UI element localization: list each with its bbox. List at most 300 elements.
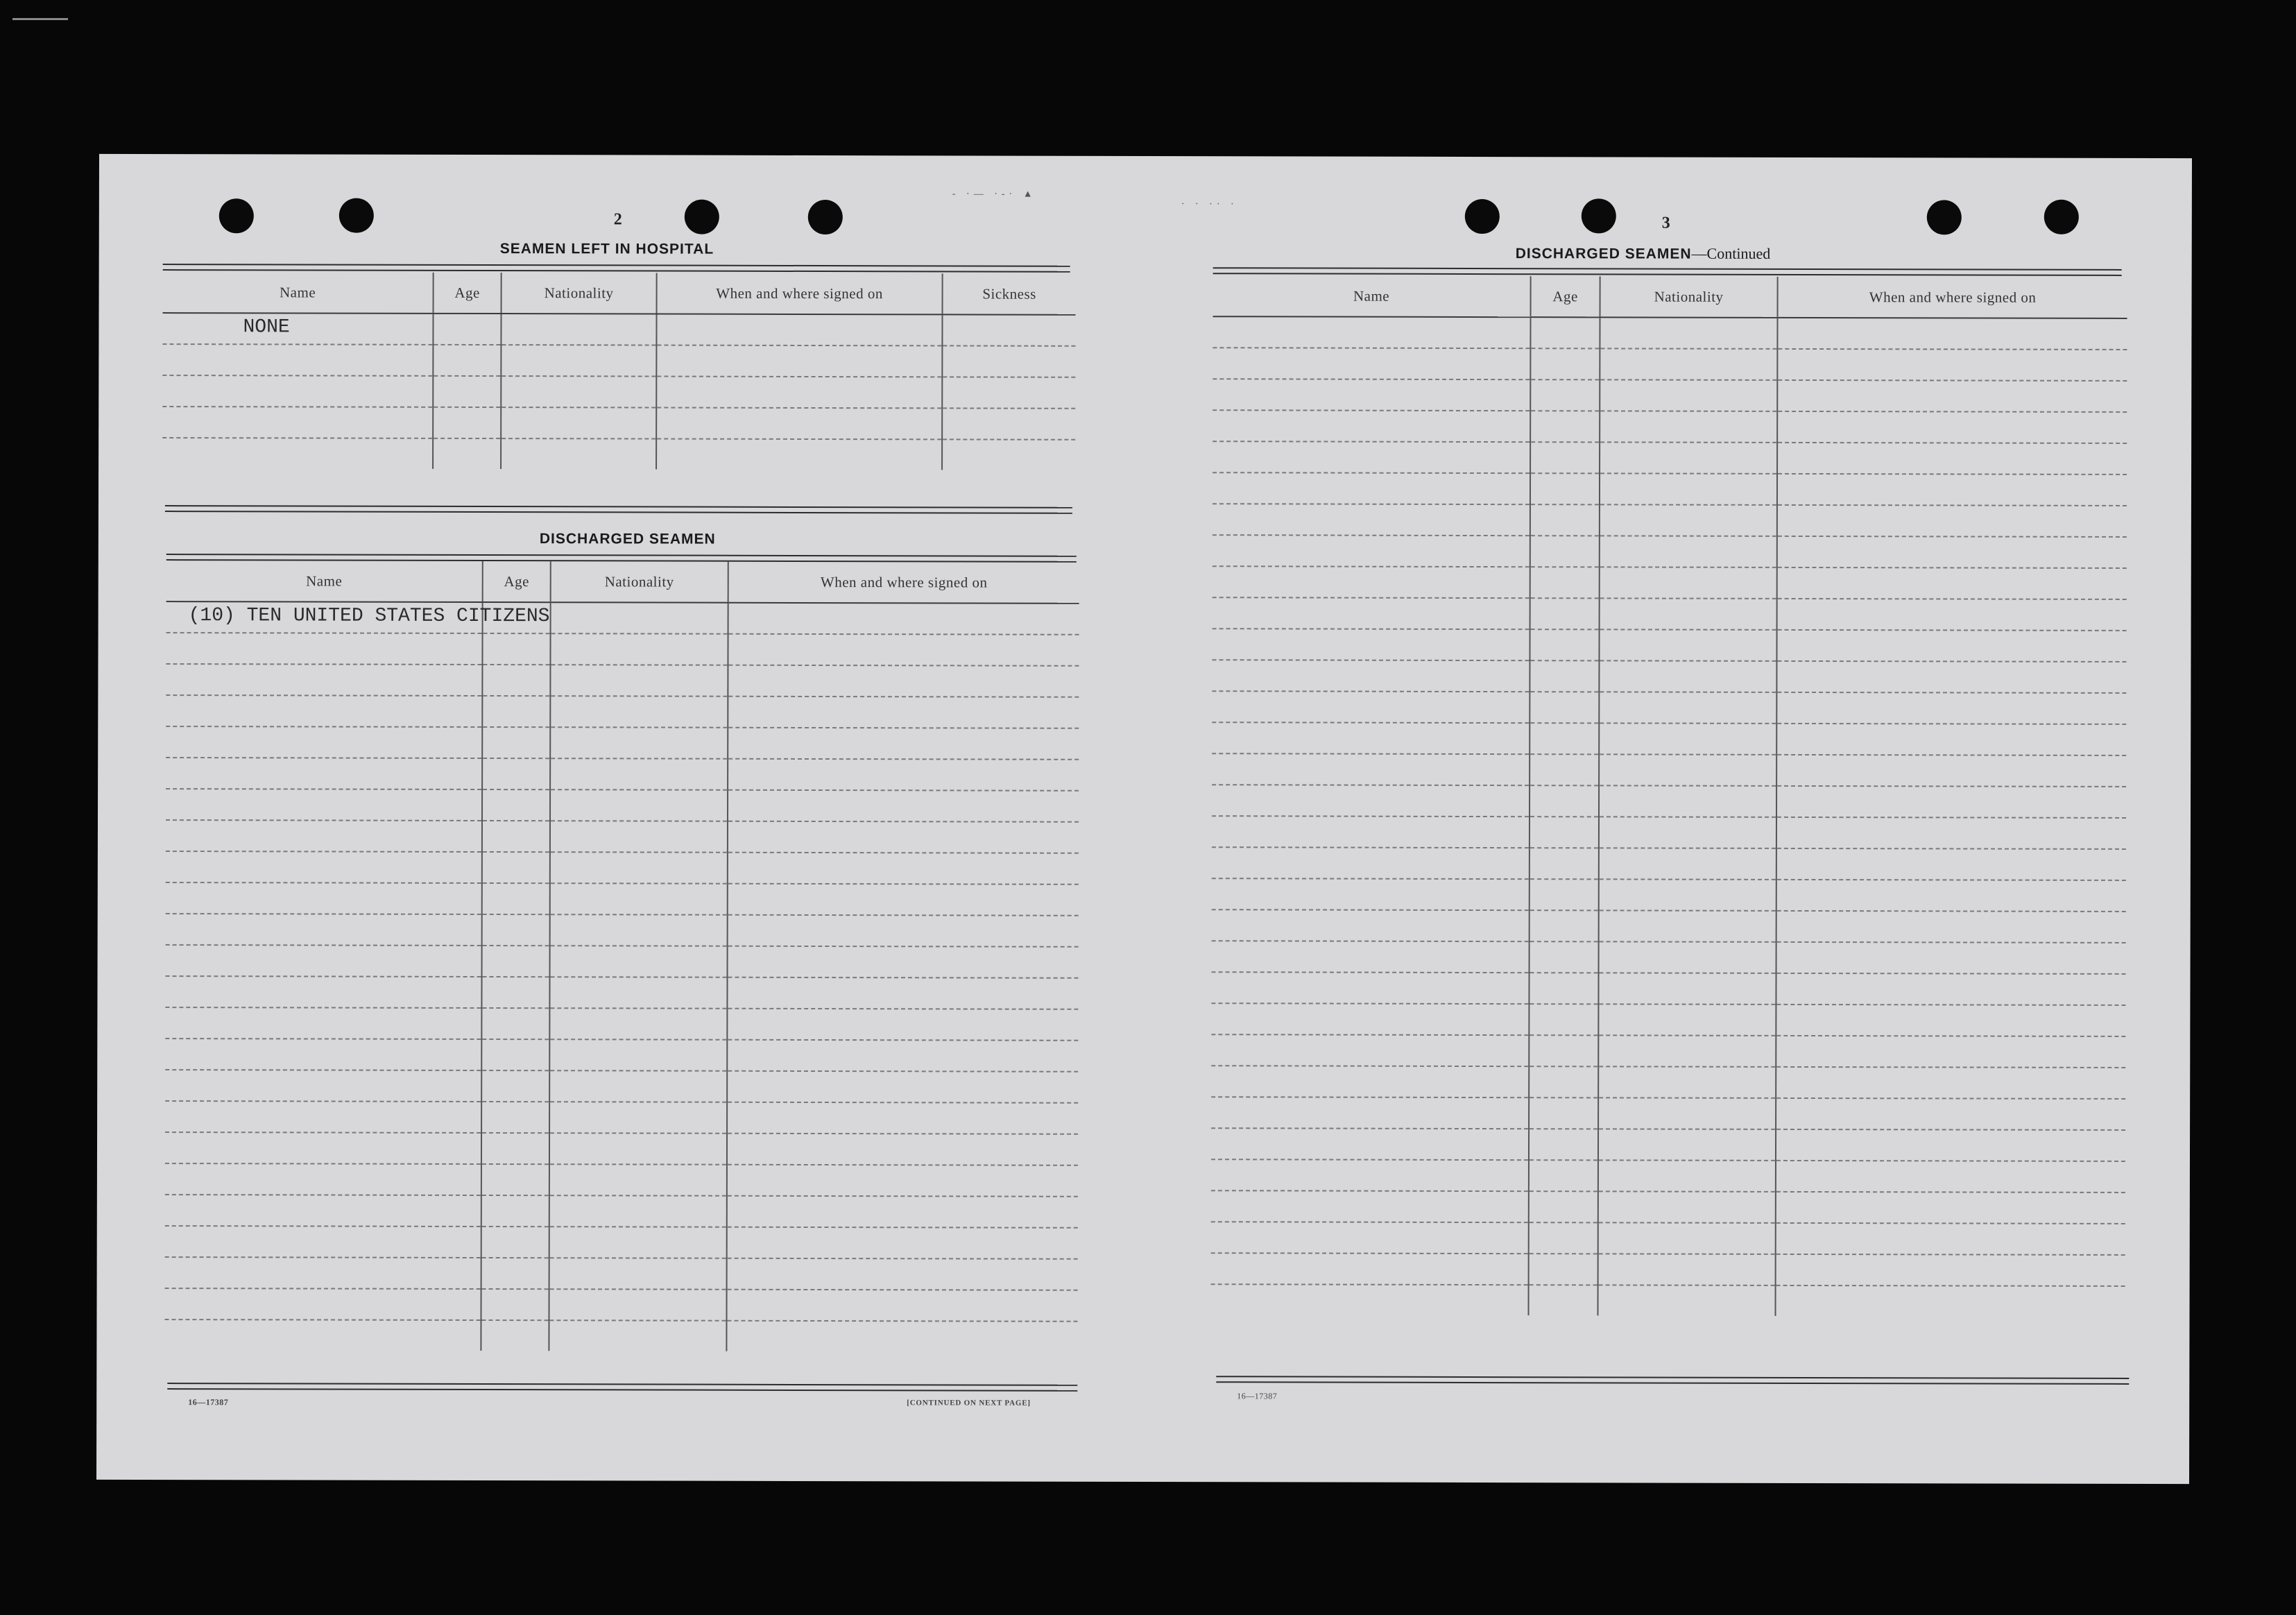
- table-cell: [1599, 848, 1776, 880]
- table-cell: [433, 314, 501, 345]
- table-cell: [164, 1288, 481, 1320]
- table-cell: [165, 1007, 481, 1039]
- table-cell: [549, 977, 727, 1009]
- ink-smudge: · · ·· ·: [1181, 199, 1238, 210]
- table-header-row: [163, 272, 1076, 315]
- table-cell: [481, 1164, 549, 1195]
- table-row: [164, 1288, 1077, 1322]
- table-row: [162, 438, 1075, 470]
- table-row: [165, 1070, 1078, 1103]
- table-row: [165, 1007, 1078, 1041]
- table-cell: [1776, 755, 2126, 787]
- table-cell: [1529, 1285, 1598, 1315]
- table-cell: [942, 345, 1075, 377]
- table-cell: [1599, 941, 1776, 973]
- table-cell: [1600, 348, 1777, 380]
- table-cell: [166, 914, 482, 946]
- hospital-table: [162, 272, 1076, 470]
- table-cell: [482, 727, 550, 758]
- table-cell: [550, 633, 728, 665]
- table-cell: [1776, 911, 2126, 943]
- table-cell: [727, 1227, 1078, 1259]
- table-row: [1211, 1253, 2125, 1286]
- table-cell: [1777, 599, 2127, 631]
- table-cell: [1598, 1191, 1776, 1223]
- discharged-table: [164, 561, 1079, 1352]
- table-cell: [1212, 909, 1530, 941]
- table-cell: [1776, 1254, 2125, 1286]
- table-row: [162, 375, 1075, 409]
- table-cell: [433, 438, 501, 469]
- table-cell: [1529, 1004, 1598, 1035]
- table-cell: [166, 664, 482, 696]
- table-cell: [1598, 1004, 1776, 1036]
- table-cell: [1530, 473, 1600, 504]
- table-cell: [727, 1134, 1078, 1165]
- table-cell: [481, 977, 549, 1008]
- table-row: [1211, 1159, 2125, 1193]
- table-cell: [1777, 536, 2127, 568]
- table-cell: [482, 914, 550, 946]
- table-cell: [727, 1102, 1078, 1134]
- table-row: [165, 1132, 1078, 1165]
- name-cell: [166, 601, 550, 633]
- table-cell: [1530, 567, 1600, 598]
- table-row: [1212, 691, 2126, 724]
- double-rule: [1216, 1376, 2129, 1385]
- table-row: [166, 945, 1079, 978]
- table-cell: [1599, 629, 1776, 661]
- table-cell: [551, 602, 728, 634]
- table-cell: [481, 1227, 549, 1258]
- table-row: [1211, 1097, 2125, 1130]
- table-cell: [1599, 910, 1776, 942]
- table-row: [1211, 1034, 2125, 1068]
- table-cell: [1530, 411, 1600, 442]
- table-row: [1213, 316, 2127, 350]
- table-cell: [165, 1039, 481, 1070]
- table-row: [166, 882, 1079, 916]
- table-cell: [1211, 1253, 1529, 1285]
- table-cell: [1213, 316, 1530, 348]
- table-cell: [1529, 1254, 1598, 1285]
- table-row: [1213, 410, 2127, 443]
- table-cell: [1530, 910, 1599, 941]
- punch-hole: [685, 200, 719, 234]
- table-cell: [1211, 1222, 1529, 1254]
- table-cell: [1600, 379, 1777, 411]
- table-cell: [1600, 504, 1777, 536]
- table-cell: [501, 345, 656, 376]
- table-cell: [1776, 973, 2125, 1005]
- table-cell: [1777, 318, 2127, 350]
- table-cell: [501, 438, 656, 469]
- table-row: [1213, 472, 2127, 506]
- table-row: [166, 601, 1079, 635]
- continued-note: [CONTINUED ON NEXT PAGE]: [907, 1399, 1031, 1408]
- table-cell: [1598, 1066, 1776, 1098]
- table-row: [165, 1226, 1078, 1259]
- table-cell: [549, 1227, 727, 1258]
- double-rule: [163, 264, 1070, 273]
- table-row: [1213, 504, 2127, 537]
- table-cell: [549, 1289, 726, 1321]
- table-cell: [1213, 348, 1530, 379]
- table-cell: [728, 759, 1079, 791]
- table-cell: [1777, 349, 2127, 381]
- table-cell: [549, 1164, 727, 1196]
- table-cell: [1599, 879, 1776, 911]
- table-cell: [1776, 1129, 2125, 1161]
- table-cell: [162, 344, 433, 376]
- table-cell: [1212, 660, 1530, 692]
- table-cell: [728, 946, 1079, 978]
- table-cell: [1212, 941, 1530, 973]
- table-cell: [1211, 1284, 1529, 1315]
- table-row: [1213, 535, 2127, 568]
- table-cell: [942, 314, 1075, 345]
- table-row: [166, 851, 1079, 885]
- table-cell: [1213, 597, 1530, 629]
- table-cell: [1211, 1066, 1529, 1097]
- table-cell: [165, 976, 481, 1008]
- table-cell: [550, 946, 728, 977]
- table-cell: [1213, 535, 1530, 567]
- table-cell: [481, 1320, 549, 1351]
- table-cell: [1213, 441, 1530, 473]
- table-row: [166, 726, 1079, 760]
- table-cell: [481, 1133, 549, 1164]
- table-cell: [1777, 411, 2127, 443]
- table-row: [1212, 629, 2126, 662]
- table-cell: [728, 915, 1079, 947]
- column-header: Name: [163, 272, 434, 314]
- column-header: When and where signed on: [728, 562, 1079, 604]
- punch-hole: [339, 198, 374, 233]
- table-row: [1212, 909, 2126, 943]
- table-cell: [1599, 692, 1776, 724]
- table-row: [164, 1319, 1077, 1352]
- table-cell: [1211, 1190, 1529, 1222]
- table-cell: [1529, 1129, 1598, 1160]
- table-cell: [549, 1008, 727, 1040]
- table-row: [165, 1039, 1078, 1072]
- section-title-hospital: SEAMEN LEFT IN HOSPITAL: [499, 241, 714, 257]
- table-row: [1211, 1003, 2125, 1036]
- table-cell: [501, 407, 656, 438]
- table-cell: [1598, 1129, 1776, 1161]
- table-cell: [1776, 630, 2126, 662]
- table-cell: [1212, 847, 1530, 879]
- table-cell: [1529, 1097, 1598, 1129]
- table-cell: [1600, 598, 1777, 630]
- table-cell: [1776, 1192, 2125, 1224]
- table-row: [162, 344, 1075, 377]
- table-cell: [549, 1070, 727, 1102]
- table-cell: [728, 603, 1079, 635]
- table-cell: [481, 1289, 549, 1320]
- table-cell: [1600, 317, 1777, 349]
- table-cell: [1213, 410, 1530, 442]
- table-cell: [1529, 1160, 1598, 1191]
- table-cell: [1598, 973, 1776, 1005]
- table-cell: [1598, 1254, 1776, 1285]
- table-row: [165, 1163, 1078, 1197]
- table-cell: [1599, 660, 1776, 692]
- table-cell: [1776, 724, 2126, 755]
- table-cell: [1599, 754, 1776, 786]
- column-header: Sickness: [943, 273, 1076, 314]
- table-cell: [501, 314, 656, 345]
- table-cell: [1529, 1191, 1598, 1222]
- table-cell: [1211, 1159, 1529, 1191]
- punch-hole: [1582, 198, 1616, 233]
- column-header: Nationality: [502, 273, 657, 314]
- table-cell: [165, 1257, 481, 1289]
- table-row: [1213, 348, 2127, 381]
- table-cell: [166, 945, 482, 977]
- title-suffix: —Continued: [1691, 244, 1771, 262]
- table-row: [162, 407, 1075, 440]
- punch-hole: [808, 200, 843, 234]
- table-cell: [1212, 816, 1530, 848]
- table-cell: [162, 438, 433, 469]
- table-cell: [166, 882, 482, 914]
- table-cell: [726, 1321, 1077, 1352]
- table-cell: [550, 821, 728, 853]
- column-header: When and where signed on: [1778, 277, 2127, 318]
- double-rule: [1213, 267, 2122, 276]
- document-sheet: [96, 154, 2192, 1484]
- column-header: Age: [1531, 276, 1600, 317]
- table-cell: [165, 1163, 481, 1195]
- table-cell: [162, 407, 433, 438]
- table-cell: [1530, 692, 1599, 723]
- table-cell: [482, 789, 550, 821]
- table-cell: [1776, 661, 2126, 693]
- table-row: [1212, 785, 2126, 818]
- table-cell: [1212, 785, 1530, 817]
- discharged-entry: (10) TEN UNITED STATES CITIZENS: [188, 605, 550, 628]
- table-row: [1212, 722, 2126, 755]
- table-cell: [1776, 1005, 2125, 1036]
- table-cell: [728, 884, 1079, 916]
- table-row: [166, 664, 1079, 697]
- table-cell: [482, 696, 550, 727]
- table-row: [166, 695, 1079, 728]
- section-title-discharged: DISCHARGED SEAMEN: [539, 531, 716, 547]
- table-cell: [942, 408, 1075, 439]
- table-cell: [1598, 1035, 1776, 1067]
- table-header-row: [1213, 275, 2127, 318]
- table-cell: [1213, 504, 1530, 536]
- table-cell: [433, 376, 501, 407]
- table-row: [1212, 660, 2126, 693]
- table-cell: [1212, 878, 1530, 910]
- table-cell: [550, 883, 728, 915]
- table-cell: [728, 821, 1079, 853]
- table-cell: [433, 407, 501, 438]
- table-cell: [1599, 785, 1776, 817]
- table-cell: [728, 790, 1079, 822]
- table-cell: [728, 728, 1079, 760]
- table-cell: [482, 665, 550, 696]
- table-cell: [1530, 598, 1600, 629]
- double-rule: [167, 1383, 1077, 1392]
- table-cell: [1777, 505, 2127, 537]
- table-cell: [501, 376, 656, 407]
- table-cell: [1212, 753, 1530, 785]
- table-cell: [481, 1070, 549, 1102]
- table-cell: [1777, 443, 2127, 475]
- table-cell: [1530, 941, 1599, 973]
- table-row: [1212, 847, 2126, 880]
- table-cell: [1529, 1222, 1598, 1254]
- table-cell: [1530, 348, 1600, 379]
- table-cell: [166, 820, 482, 852]
- table-cell: [166, 758, 482, 789]
- table-cell: [550, 852, 728, 884]
- table-cell: [481, 1195, 549, 1227]
- table-cell: [1600, 442, 1777, 474]
- punch-hole: [1465, 199, 1500, 234]
- table-cell: [166, 633, 482, 665]
- table-cell: [728, 697, 1079, 728]
- table-row: [1211, 1222, 2125, 1255]
- table-row: [165, 1195, 1078, 1228]
- table-row: [165, 1101, 1078, 1134]
- table-cell: [481, 1008, 549, 1039]
- table-row: [1212, 878, 2126, 912]
- column-header: When and where signed on: [657, 273, 943, 315]
- table-cell: [656, 377, 942, 409]
- table-row: [1211, 1128, 2125, 1161]
- table-cell: [165, 1101, 481, 1133]
- table-row: [1211, 972, 2125, 1005]
- table-cell: [727, 977, 1078, 1009]
- table-cell: [1598, 1222, 1776, 1254]
- table-cell: [482, 946, 550, 977]
- title-main: DISCHARGED SEAMEN: [1515, 246, 1692, 262]
- table-cell: [1530, 785, 1599, 817]
- table-cell: [1211, 1097, 1529, 1129]
- table-cell: [1530, 317, 1600, 348]
- table-row: [166, 789, 1079, 822]
- table-cell: [1530, 660, 1599, 692]
- table-cell: [481, 1102, 549, 1133]
- ink-smudge: - ·— ·-· ▲: [952, 189, 1037, 200]
- table-cell: [727, 1196, 1078, 1228]
- table-cell: [1212, 629, 1530, 660]
- table-row: [1211, 1284, 2125, 1317]
- table-cell: [1211, 1128, 1529, 1160]
- table-row: [166, 820, 1079, 853]
- punch-hole: [1927, 200, 1962, 234]
- table-cell: [656, 439, 942, 470]
- table-cell: [726, 1290, 1077, 1322]
- table-cell: [550, 665, 728, 697]
- table-cell: [1530, 879, 1599, 910]
- table-cell: [1776, 1036, 2125, 1068]
- table-cell: [1776, 817, 2126, 849]
- table-cell: [1529, 973, 1598, 1004]
- table-cell: [656, 345, 942, 377]
- table-cell: [164, 1319, 481, 1351]
- page-number: 3: [1661, 214, 1670, 232]
- table-cell: [728, 853, 1079, 885]
- table-cell: [1530, 848, 1599, 879]
- table-row: [166, 633, 1079, 666]
- table-cell: [166, 726, 482, 758]
- table-cell: [482, 633, 550, 665]
- table-row: [1212, 753, 2126, 787]
- table-cell: [1776, 880, 2126, 912]
- table-cell: [1530, 379, 1600, 411]
- table-cell: [1776, 1161, 2125, 1193]
- table-cell: [549, 1133, 727, 1165]
- table-row: [1211, 1066, 2125, 1099]
- table-cell: [1530, 504, 1600, 536]
- table-cell: [1776, 848, 2126, 880]
- column-header: Age: [483, 561, 551, 602]
- table-cell: [549, 1258, 727, 1290]
- table-cell: [549, 1320, 726, 1351]
- table-cell: [656, 314, 942, 346]
- table-cell: [165, 1226, 481, 1258]
- page-number: 2: [613, 210, 622, 229]
- table-cell: [1529, 1066, 1598, 1097]
- table-cell: [165, 1132, 481, 1164]
- table-row: [166, 914, 1079, 947]
- table-cell: [942, 439, 1075, 470]
- table-row: [1213, 566, 2127, 599]
- table-row: [165, 1257, 1078, 1290]
- table-cell: [550, 914, 728, 946]
- table-cell: [550, 727, 728, 759]
- table-cell: [1600, 567, 1777, 599]
- table-cell: [1776, 786, 2126, 818]
- table-row: [1211, 1190, 2125, 1224]
- column-header: Age: [434, 273, 502, 314]
- table-cell: [162, 375, 433, 407]
- table-cell: [1598, 1285, 1776, 1316]
- table-cell: [1598, 1097, 1776, 1129]
- table-row: [162, 313, 1075, 346]
- table-cell: [1776, 942, 2126, 974]
- table-cell: [1600, 473, 1777, 505]
- table-cell: [1776, 1223, 2125, 1255]
- column-header: Name: [1213, 275, 1531, 317]
- table-row: [1213, 441, 2127, 475]
- table-cell: [1212, 691, 1530, 723]
- discharged-continued-table: [1211, 275, 2127, 1317]
- table-cell: [1530, 629, 1599, 660]
- column-header: Name: [166, 561, 483, 602]
- table-cell: [1213, 566, 1530, 598]
- table-cell: [550, 789, 728, 821]
- table-cell: [1530, 723, 1599, 754]
- table-cell: [1530, 817, 1599, 848]
- table-cell: [1530, 442, 1600, 473]
- name-cell: [162, 313, 433, 345]
- table-cell: [1211, 972, 1529, 1004]
- table-cell: [1529, 1035, 1598, 1066]
- table-row: [1213, 597, 2127, 631]
- table-cell: [1777, 474, 2127, 506]
- table-cell: [481, 1039, 549, 1070]
- table-cell: [482, 758, 550, 789]
- table-cell: [1213, 379, 1530, 411]
